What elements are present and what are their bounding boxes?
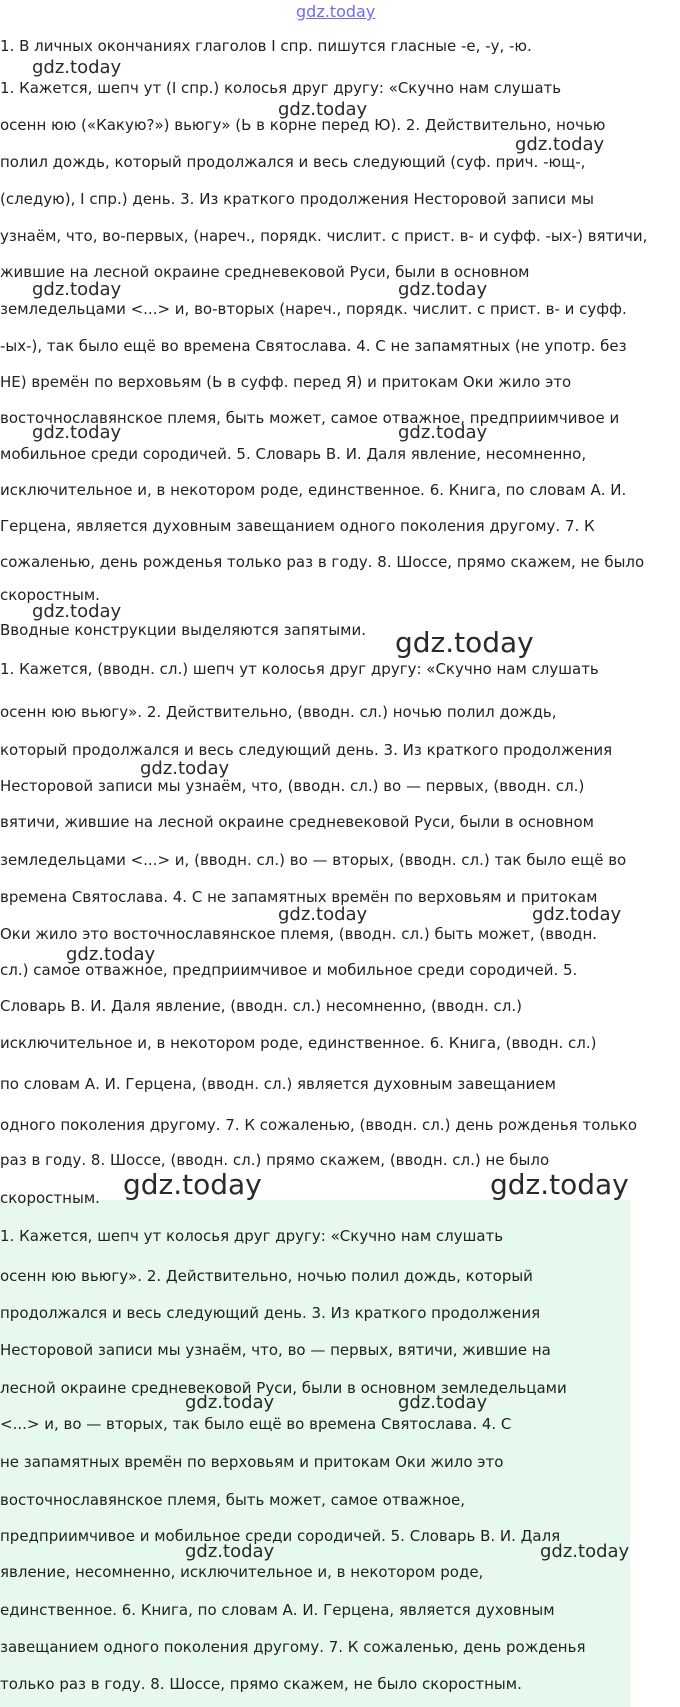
block2-line: по словам А. И. Герцена, (вводн. сл.) является духовным завещанием bbox=[0, 1075, 556, 1093]
block3-line: явление, несомненно, исключительное и, в некотором роде, bbox=[0, 1563, 484, 1581]
watermark: gdz.today bbox=[32, 601, 122, 622]
watermark: gdz.today bbox=[185, 1392, 275, 1413]
block2-line: Несторовой записи мы узнаём, что, (вводн. сл.) во — первых, (вводн. сл.) bbox=[0, 777, 585, 795]
rule-heading: 1. В личных окончаниях глаголов I спр. пишутся гласные -е, -у, -ю. bbox=[0, 37, 532, 55]
block2-line: вятичи, жившие на лесной окраине средневековой Руси, были в основном bbox=[0, 813, 594, 831]
block1-line: узнаём, что, во-первых, (нареч., порядк. числит. с прист. в- и суфф. -ых-) вятичи, bbox=[0, 227, 648, 245]
watermark-top[interactable]: gdz.today bbox=[296, 2, 376, 21]
block3-line: продолжался и весь следующий день. 3. Из краткого продолжения bbox=[0, 1304, 541, 1322]
block1-line: восточнославянское племя, быть может, самое отважное, предприимчивое и bbox=[0, 409, 620, 427]
watermark: gdz.today bbox=[278, 99, 368, 120]
block3-line: Несторовой записи мы узнаём, что, во — первых, вятичи, жившие на bbox=[0, 1341, 551, 1359]
watermark: gdz.today bbox=[540, 1541, 630, 1562]
block3-line: осенн юю вьюгу». 2. Действительно, ночью полил дождь, который bbox=[0, 1267, 533, 1285]
block3-line: только раз в году. 8. Шоссе, прямо скажем, не было скоростным. bbox=[0, 1675, 522, 1693]
watermark: gdz.today bbox=[532, 904, 622, 925]
block2-line: земледельцами <...> и, (вводн. сл.) во — вторых, (вводн. сл.) так было ещё во bbox=[0, 851, 627, 869]
block1-line: мобильное среди сородичей. 5. Словарь В. И. Даля явление, несомненно, bbox=[0, 445, 587, 463]
watermark-large: gdz.today bbox=[395, 626, 534, 659]
watermark: gdz.today bbox=[32, 422, 122, 443]
watermark: gdz.today bbox=[185, 1541, 275, 1562]
watermark: gdz.today bbox=[140, 758, 230, 779]
block2-line: исключительное и, в некотором роде, единственное. 6. Книга, (вводн. сл.) bbox=[0, 1034, 597, 1052]
block3-line: <...> и, во — вторых, так было ещё во времена Святослава. 4. С bbox=[0, 1415, 512, 1433]
block1-line: Герцена, является духовным завещанием одного поколения другому. 7. К bbox=[0, 517, 595, 535]
block1-line: исключительное и, в некотором роде, единственное. 6. Книга, по словам А. И. bbox=[0, 481, 627, 499]
block1-line: полил дождь, который продолжался и весь следующий (суф. прич. -ющ-, bbox=[0, 153, 586, 171]
block2-line: Словарь В. И. Даля явление, (вводн. сл.) несомненно, (вводн. сл.) bbox=[0, 997, 522, 1015]
block1-line: осенн юю («Какую?») вьюгу» (Ь в корне перед Ю). 2. Действительно, ночью bbox=[0, 116, 606, 134]
block2-line: одного поколения другому. 7. К сожаленью, (вводн. сл.) день рожденья только bbox=[0, 1116, 638, 1134]
watermark: gdz.today bbox=[32, 57, 122, 78]
watermark: gdz.today bbox=[398, 279, 488, 300]
watermark: gdz.today bbox=[398, 1392, 488, 1413]
block1-line: скоростным. bbox=[0, 586, 100, 604]
watermark: gdz.today bbox=[398, 422, 488, 443]
block3-line: предприимчивое и мобильное среди сородичей. 5. Словарь В. И. Даля bbox=[0, 1527, 561, 1545]
watermark-large: gdz.today bbox=[490, 1168, 629, 1201]
block2-line: скоростным. bbox=[0, 1189, 100, 1207]
block3-line: лесной окраине средневековой Руси, были в основном земледельцами bbox=[0, 1379, 567, 1397]
rule2-heading: Вводные конструкции выделяются запятыми. bbox=[0, 621, 366, 639]
watermark: gdz.today bbox=[278, 904, 368, 925]
block3-line: 1. Кажется, шепч ут колосья друг другу: «Скучно нам слушать bbox=[0, 1227, 504, 1245]
block2-line: времена Святослава. 4. С не запамятных времён по верховьям и притокам bbox=[0, 888, 598, 906]
block2-line: сл.) самое отважное, предприимчивое и мобильное среди сородичей. 5. bbox=[0, 961, 578, 979]
watermark-large: gdz.today bbox=[123, 1168, 262, 1201]
block3-line: восточнославянское племя, быть может, самое отважное, bbox=[0, 1491, 466, 1509]
block2-line: который продолжался и весь следующий день. 3. Из краткого продолжения bbox=[0, 741, 613, 759]
watermark: gdz.today bbox=[515, 134, 605, 155]
block1-line: 1. Кажется, шепч ут (I спр.) колосья друг другу: «Скучно нам слушать bbox=[0, 79, 562, 97]
block1-line: -ых-), так было ещё во времена Святослава. 4. С не запамятных (не употр. без bbox=[0, 337, 627, 355]
block3-line: завещанием одного поколения другому. 7. К сожаленью, день рожденья bbox=[0, 1638, 586, 1656]
block1-line: НЕ) времён по верховьям (Ь в суфф. перед Я) и притокам Оки жило это bbox=[0, 373, 572, 391]
block1-line: (следую), I спр.) день. 3. Из краткого продолжения Несторовой записи мы bbox=[0, 190, 595, 208]
block1-line: сожаленью, день рожденья только раз в году. 8. Шоссе, прямо скажем, не было bbox=[0, 553, 645, 571]
block1-line: жившие на лесной окраине средневековой Руси, были в основном bbox=[0, 263, 530, 281]
watermark: gdz.today bbox=[32, 279, 122, 300]
watermark: gdz.today bbox=[66, 944, 156, 965]
block2-line: Оки жило это восточнославянское племя, (вводн. сл.) быть может, (вводн. bbox=[0, 925, 598, 943]
block1-line: земледельцами <...> и, во-вторых (нареч., порядк. числит. с прист. в- и суфф. bbox=[0, 300, 627, 318]
block3-line: не запамятных времён по верховьям и притокам Оки жило это bbox=[0, 1453, 504, 1471]
block2-line: раз в году. 8. Шоссе, (вводн. сл.) прямо скажем, (вводн. сл.) не было bbox=[0, 1151, 550, 1169]
block3-line: единственное. 6. Книга, по словам А. И. Герцена, является духовным bbox=[0, 1601, 555, 1619]
block2-line: осенн юю вьюгу». 2. Действительно, (вводн. сл.) ночью полил дождь, bbox=[0, 703, 557, 721]
block2-line: 1. Кажется, (вводн. сл.) шепч ут колосья друг другу: «Скучно нам слушать bbox=[0, 660, 599, 678]
